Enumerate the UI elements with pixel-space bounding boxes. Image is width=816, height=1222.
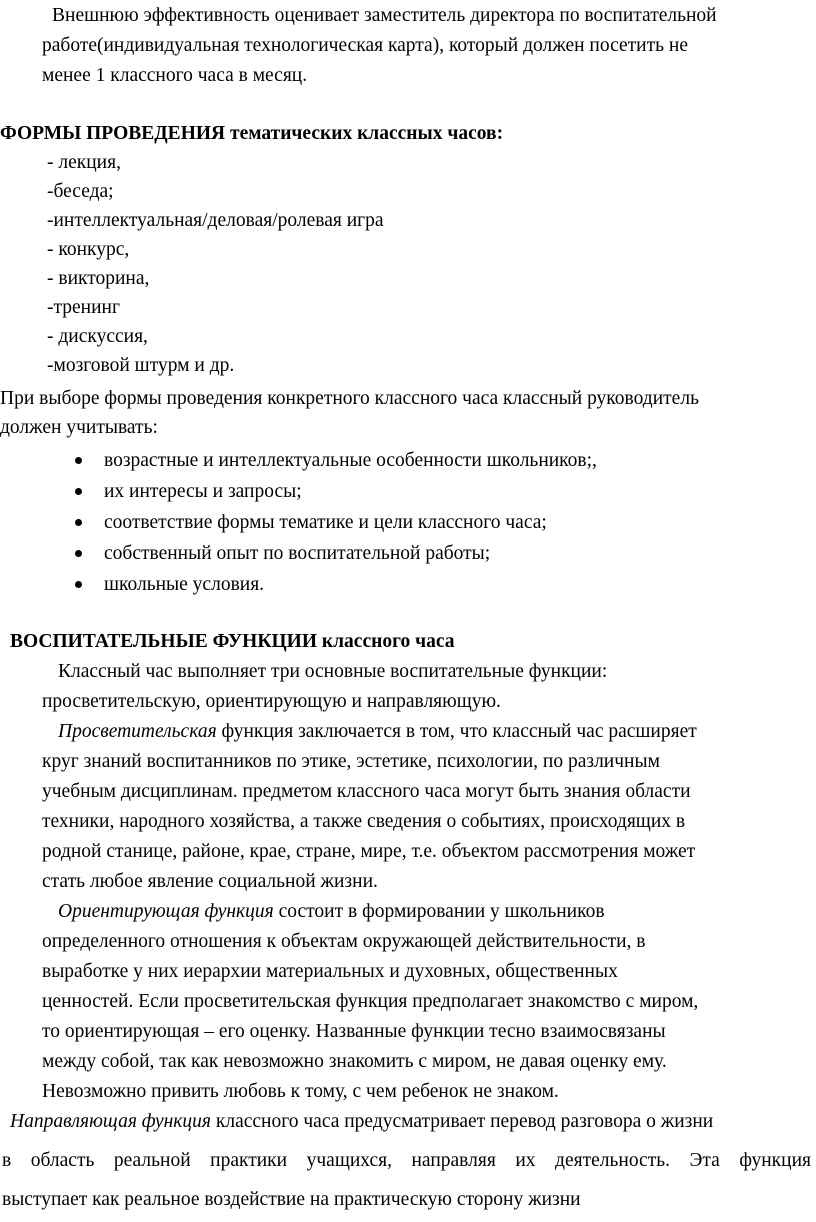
bullet-icon <box>75 550 82 557</box>
functions-heading-rest: классного часа <box>317 631 455 652</box>
p2-lead: Ориентирующая функция <box>58 901 274 922</box>
choice-bullet: их интересы и запросы; <box>104 481 302 502</box>
p1-line: учебным дисциплинам. предметом классного часа могут быть знания области <box>42 781 691 802</box>
functions-intro-1: Классный час выполняет три основные воспитательные функции: <box>58 661 608 682</box>
bullet-icon <box>75 581 82 588</box>
p2-line: ценностей. Если просветительская функция предполагает знакомство с миром, <box>42 991 699 1012</box>
p1-line: техники, народного хозяйства, а также сведения о событиях, происходящих в <box>42 811 686 832</box>
forms-item: -беседа; <box>47 181 114 202</box>
functions-heading-caps: ВОСПИТАТЕЛЬНЫЕ ФУНКЦИИ <box>10 631 317 652</box>
forms-item: - дискуссия, <box>47 326 148 347</box>
functions-intro-2: просветительскую, ориентирующую и направляющую. <box>42 691 501 712</box>
p3-text: классного часа предусматривает перевод разговора о жизни <box>210 1111 714 1132</box>
choice-bullet: возрастные и интеллектуальные особенности школьников;, <box>104 450 597 471</box>
bullet-icon <box>75 488 82 495</box>
p3-line-2: в область реальной практики учащихся, направляя их деятельность. Эта функция <box>2 1150 811 1171</box>
p2-line: выработке у них иерархии материальных и духовных, общественных <box>42 961 618 982</box>
p1-line-1 <box>58 720 697 744</box>
forms-item: -тренинг <box>47 297 120 318</box>
forms-item: -мозговой штурм и др. <box>47 355 235 376</box>
p1-line: круг знаний воспитанников по этике, эстетике, психологии, по различным <box>42 751 660 772</box>
p2-line: Невозможно привить любовь к тому, с чем ребенок не знаком. <box>42 1081 559 1102</box>
p1-lead: Просветительская <box>58 721 217 742</box>
forms-item: - викторина, <box>47 268 150 289</box>
p2-line: между собой, так как невозможно знакомить с миром, не давая оценку ему. <box>42 1051 667 1072</box>
p3-line-3: выступает как реальное воздействие на практическую сторону жизни <box>2 1189 581 1210</box>
intro-line-2: работе(индивидуальная технологическая карта), который должен посетить не <box>42 35 688 56</box>
p2-line: определенного отношения к объектам окружающей действительности, в <box>42 931 646 952</box>
choice-bullet: соответствие формы тематике и цели классного часа; <box>104 512 547 533</box>
p2-line: то ориентирующая – его оценку. Названные функции тесно взаимосвязаны <box>42 1021 666 1042</box>
forms-heading-caps: ФОРМЫ ПРОВЕДЕНИЯ <box>0 123 226 144</box>
p3-line-1 <box>10 1110 713 1134</box>
functions-heading <box>10 630 454 654</box>
choice-line-2: должен учитывать: <box>0 417 158 438</box>
choice-bullet: школьные условия. <box>104 574 265 595</box>
p3-lead: Направляющая функция <box>10 1111 211 1132</box>
p1-text: функция заключается в том, что классный час расширяет <box>216 721 697 742</box>
forms-heading-rest: тематических классных часов: <box>225 123 504 144</box>
choice-bullet: собственный опыт по воспитательной работы; <box>104 543 491 564</box>
choice-line-1: При выборе формы проведения конкретного классного часа классный руководитель <box>0 388 699 409</box>
p2-line-1 <box>58 900 605 924</box>
forms-item: -интеллектуальная/деловая/ролевая игра <box>47 210 384 231</box>
p1-line: стать любое явление социальной жизни. <box>42 871 378 892</box>
forms-item: - конкурс, <box>47 239 130 260</box>
forms-heading <box>0 122 503 146</box>
p1-line: родной станице, районе, крае, стране, мире, т.е. объектом рассмотрения может <box>42 841 696 862</box>
p2-text: состоит в формировании у школьников <box>273 901 605 922</box>
forms-item: - лекция, <box>47 152 121 173</box>
bullet-icon <box>75 457 82 464</box>
intro-line-3: менее 1 классного часа в месяц. <box>42 65 308 86</box>
intro-line-1: Внешнюю эффективность оценивает заместитель директора по воспитательной <box>52 5 717 26</box>
bullet-icon <box>75 519 82 526</box>
